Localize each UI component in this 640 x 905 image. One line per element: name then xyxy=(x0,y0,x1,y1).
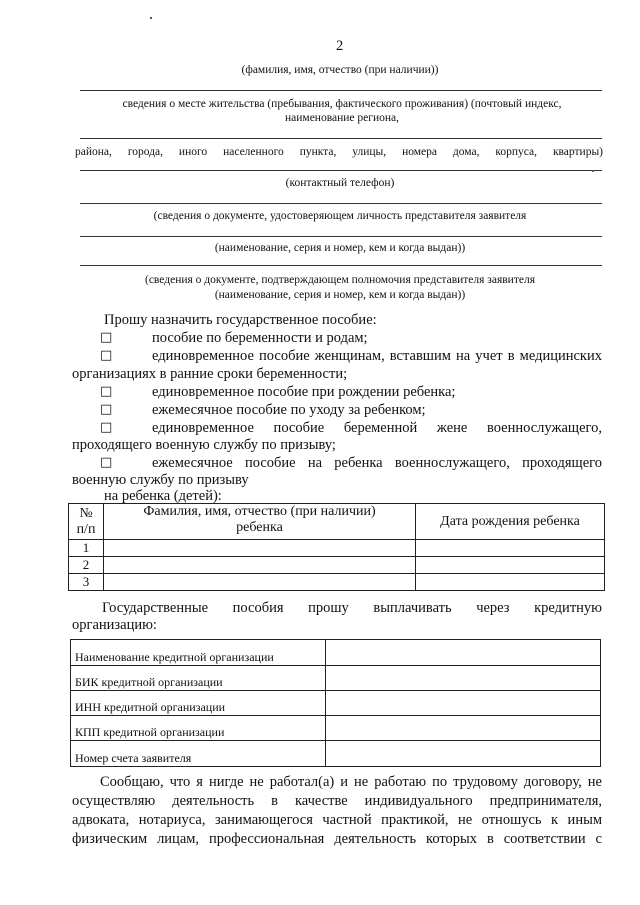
table-row xyxy=(69,540,605,557)
child-fio-cell[interactable] xyxy=(104,540,416,557)
statement-line-1: Сообщаю, что я нигде не работал(а) и не работаю по трудовому договору, не xyxy=(100,774,602,790)
option-soldier-wife-cont: проходящего военную службу по призыву; xyxy=(72,437,336,453)
bank-value-cell[interactable] xyxy=(326,716,601,741)
child-fio-cell[interactable] xyxy=(104,574,416,591)
rep-auth-line[interactable] xyxy=(80,265,602,266)
bank-label: Наименование кредитной организации xyxy=(71,640,326,666)
checkbox-soldier-wife[interactable]: □ xyxy=(100,420,113,435)
child-dob-cell[interactable] xyxy=(416,574,605,591)
rep-id-line-1[interactable] xyxy=(80,203,602,204)
child-dob-cell[interactable] xyxy=(416,540,605,557)
child-dob-cell[interactable] xyxy=(416,557,605,574)
bank-row xyxy=(71,691,601,716)
option-soldier-child: ежемесячное пособие на ребенка военнослужащего, проходящего xyxy=(152,455,602,471)
phone-caption: (контактный телефон) xyxy=(285,177,395,189)
row-num: 2 xyxy=(69,557,104,574)
checkbox-childcare[interactable]: □ xyxy=(100,402,113,417)
scan-speck xyxy=(150,17,152,19)
bank-value-cell[interactable] xyxy=(326,691,601,716)
table-row xyxy=(69,557,605,574)
residence-caption-2: наименование региона, xyxy=(285,112,399,124)
scan-speck xyxy=(592,170,594,172)
rep-id-line-2[interactable] xyxy=(80,236,602,237)
statement-line-2: осуществляю деятельность в качестве индивидуального предпринимателя, xyxy=(72,793,602,809)
phone-line[interactable] xyxy=(80,170,602,171)
header-num-2: п/п xyxy=(76,521,96,537)
residence-caption-3: района, города, иного населенного пункта, улицы, номера дома, корпуса, квартиры) xyxy=(75,146,603,158)
payment-line-2: организацию: xyxy=(72,617,157,633)
payment-line-1: Государственные пособия прошу выплачивать через кредитную xyxy=(102,600,602,616)
residence-line-1[interactable] xyxy=(80,90,602,91)
header-dob: Дата рождения ребенка xyxy=(416,504,605,540)
checkbox-maternity[interactable]: □ xyxy=(100,330,113,345)
row-num: 3 xyxy=(69,574,104,591)
request-intro: Прошу назначить государственное пособие: xyxy=(104,312,377,328)
rep-id-caption-2: (наименование, серия и номер, кем и когда выдан)) xyxy=(214,242,466,254)
bank-label: Номер счета заявителя xyxy=(71,741,326,767)
children-table xyxy=(68,503,605,591)
bank-label: КПП кредитной организации xyxy=(71,716,326,741)
bank-label: ИНН кредитной организации xyxy=(71,691,326,716)
header-fio-2: ребенка xyxy=(236,520,283,535)
statement-line-4: физическим лицам, профессиональная деятельность которых в соответствии с xyxy=(72,831,602,847)
bank-value-cell[interactable] xyxy=(326,666,601,691)
bank-row xyxy=(71,716,601,741)
option-childcare: ежемесячное пособие по уходу за ребенком; xyxy=(152,402,426,418)
option-soldier-wife: единовременное пособие беременной жене военнослужащего, xyxy=(152,420,602,436)
page-number: 2 xyxy=(336,38,344,54)
table-row xyxy=(69,574,605,591)
checkbox-birth[interactable]: □ xyxy=(100,384,113,399)
header-fio xyxy=(104,504,416,540)
option-soldier-child-cont: военную службу по призыву xyxy=(72,472,249,488)
option-early-registration: единовременное пособие женщинам, вставшим на учет в медицинских xyxy=(152,348,602,364)
checkbox-soldier-child[interactable]: □ xyxy=(100,455,113,470)
child-fio-cell[interactable] xyxy=(104,557,416,574)
rep-auth-caption-1: (сведения о документе, подтверждающем полномочия представителя заявителя xyxy=(144,274,535,286)
header-num xyxy=(69,504,104,540)
bank-row xyxy=(71,640,601,666)
children-intro: на ребенка (детей): xyxy=(104,488,222,504)
bank-row xyxy=(71,741,601,767)
bank-table xyxy=(70,639,601,767)
checkbox-early-registration[interactable]: □ xyxy=(100,348,113,363)
rep-auth-caption-2: (наименование, серия и номер, кем и когда выдан)) xyxy=(214,289,466,301)
bank-value-cell[interactable] xyxy=(326,640,601,666)
fio-caption: (фамилия, имя, отчество (при наличии)) xyxy=(241,64,439,76)
residence-line-2[interactable] xyxy=(80,138,602,139)
bank-value-cell[interactable] xyxy=(326,741,601,767)
residence-caption-1: сведения о месте жительства (пребывания, фактического проживания) (почтовый индекс, xyxy=(122,98,562,110)
option-birth: единовременное пособие при рождении ребенка; xyxy=(152,384,456,400)
header-fio-1: Фамилия, имя, отчество (при наличии) xyxy=(143,504,376,519)
bank-label: БИК кредитной организации xyxy=(71,666,326,691)
row-num: 1 xyxy=(69,540,104,557)
option-early-registration-cont: организациях в ранние сроки беременности; xyxy=(72,366,348,382)
rep-id-caption-1: (сведения о документе, удостоверяющем личность представителя заявителя xyxy=(153,210,527,222)
statement-line-3: адвоката, нотариуса, занимающегося частной практикой, не отношусь к иным xyxy=(72,812,602,828)
header-num-1: № xyxy=(79,505,93,521)
bank-row xyxy=(71,666,601,691)
option-maternity: пособие по беременности и родам; xyxy=(152,330,368,346)
